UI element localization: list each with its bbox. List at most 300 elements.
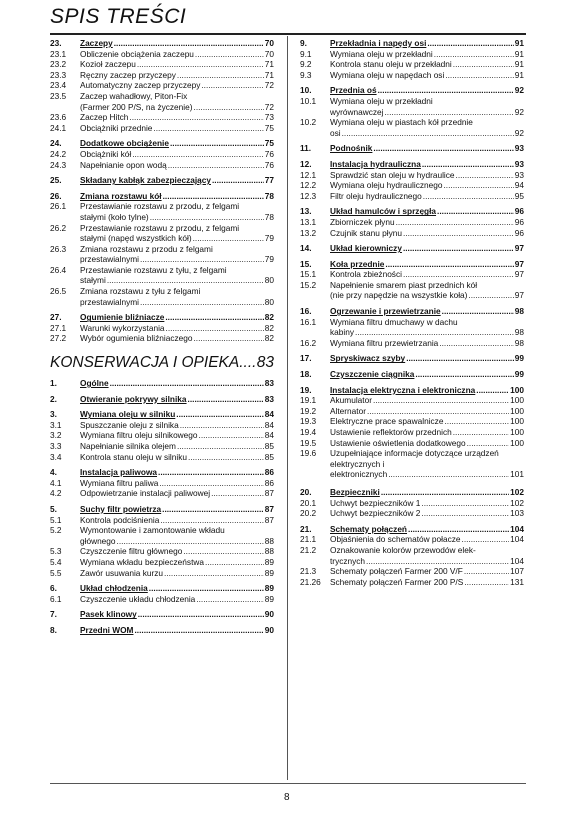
entry-body	[80, 430, 274, 441]
entry-page: 100	[510, 437, 524, 448]
entry-line	[330, 290, 524, 301]
entry-body	[80, 123, 274, 134]
toc-entry[interactable]	[300, 427, 524, 438]
entry-body	[80, 609, 274, 620]
entry-body	[330, 259, 524, 270]
entry-body	[80, 286, 274, 307]
toc-entry[interactable]	[300, 566, 524, 577]
toc-section-entry[interactable]	[50, 138, 274, 149]
entry-page: 86	[264, 477, 274, 488]
entry-title: (nie przy napędzie na wszystkie koła)	[330, 290, 468, 301]
entry-line	[80, 49, 274, 60]
entry-line	[330, 269, 524, 280]
toc-section-entry[interactable]	[300, 159, 524, 170]
entry-line	[330, 38, 524, 49]
entry-body	[80, 59, 274, 70]
entry-text-line: Wymiana oleju w piastach kół przednie	[330, 117, 473, 128]
toc-section-entry[interactable]	[300, 306, 524, 317]
entry-body	[330, 369, 524, 380]
entry-page: 86	[264, 467, 274, 478]
entry-number: 23.3	[50, 69, 67, 80]
toc-entry[interactable]	[50, 420, 274, 431]
entry-line	[330, 556, 524, 567]
entry-line	[80, 394, 274, 405]
entry-line	[330, 508, 524, 519]
entry-line	[330, 487, 524, 498]
toc-entry[interactable]	[300, 317, 524, 338]
entry-number: 19.6	[300, 448, 317, 459]
toc-entry[interactable]	[50, 223, 274, 244]
entry-title: Zaczepy	[80, 38, 113, 48]
entry-number: 10.2	[300, 117, 317, 128]
entry-number: 9.	[300, 38, 307, 48]
entry-page: 96	[514, 206, 524, 217]
leader-dots	[439, 338, 513, 349]
entry-number: 4.2	[50, 488, 62, 499]
entry-number: 26.3	[50, 243, 67, 254]
leader-dots	[205, 557, 264, 568]
leader-dots	[132, 149, 264, 160]
toc-entry[interactable]	[50, 286, 274, 307]
toc-entry[interactable]	[50, 123, 274, 134]
entry-line	[330, 416, 524, 427]
toc-section-entry[interactable]	[300, 38, 524, 49]
entry-page: 84	[264, 409, 274, 420]
toc-entry[interactable]	[300, 191, 524, 202]
toc-entry[interactable]	[300, 416, 524, 427]
entry-body	[80, 452, 274, 463]
entry-page: 83	[264, 393, 274, 404]
entry-line	[330, 170, 524, 181]
entry-title: Napełnianie opon wodą	[80, 159, 167, 170]
toc-entry[interactable]	[50, 160, 274, 171]
entry-title: Instalacja hydrauliczna	[330, 158, 421, 169]
entry-line	[330, 128, 524, 139]
leader-dots	[378, 85, 514, 96]
toc-entry[interactable]	[300, 180, 524, 191]
entry-page: 88	[264, 546, 274, 557]
entry-title: Kontrola stanu oleju w przekładni	[330, 59, 452, 70]
toc-entry[interactable]	[50, 594, 274, 605]
leader-dots	[150, 212, 264, 223]
toc-section-entry[interactable]	[300, 143, 524, 154]
entry-text-line: Wymiana oleju w przekładni	[330, 95, 433, 106]
toc-section-entry[interactable]	[300, 385, 524, 396]
footer-rule	[50, 783, 526, 784]
entry-line	[80, 625, 274, 636]
entry-page: 90	[264, 624, 274, 635]
toc-entry[interactable]	[50, 91, 274, 112]
leader-dots	[421, 508, 509, 519]
leader-dots	[177, 441, 264, 452]
entry-title: Zmiana rozstawu kół	[80, 190, 162, 201]
entry-page: 75	[264, 138, 274, 149]
entry-body	[330, 448, 524, 480]
entry-number: 3.	[50, 409, 57, 420]
entry-page: 92	[514, 106, 524, 117]
entry-line	[80, 546, 274, 557]
toc-entry[interactable]	[50, 265, 274, 286]
entry-page: 73	[264, 112, 274, 123]
toc-entry[interactable]	[50, 201, 274, 222]
entry-body	[330, 395, 524, 406]
leader-dots	[403, 243, 514, 254]
entry-body	[80, 333, 274, 344]
leader-dots	[162, 504, 264, 515]
leader-dots	[163, 191, 264, 202]
leader-dots	[134, 625, 263, 636]
entry-line	[80, 452, 274, 463]
toc-entry[interactable]	[300, 498, 524, 509]
entry-line	[330, 469, 524, 480]
entry-page: 99	[514, 369, 524, 380]
toc-section-entry[interactable]	[50, 467, 274, 478]
entry-page: 101	[510, 469, 524, 480]
entry-title: Wymiana oleju hydraulicznego	[330, 180, 443, 191]
entry-body	[330, 438, 524, 449]
entry-number: 24.2	[50, 148, 67, 159]
entry-title: Suchy filtr powietrza	[80, 503, 162, 514]
toc-section-entry[interactable]	[300, 243, 524, 254]
toc-entry[interactable]	[50, 430, 274, 441]
entry-number: 17.	[300, 353, 312, 364]
entry-number: 15.2	[300, 279, 317, 290]
toc-entry[interactable]	[300, 448, 524, 480]
entry-title: przestawialnymi	[80, 254, 140, 265]
leader-dots	[183, 546, 263, 557]
toc-entry[interactable]	[50, 557, 274, 568]
entry-title: Przednia oś	[330, 85, 377, 96]
entry-line	[330, 59, 524, 70]
toc-entry[interactable]	[300, 217, 524, 228]
entry-title: Alternator	[330, 405, 366, 416]
entry-page: 104	[510, 523, 524, 534]
toc-entry[interactable]	[50, 441, 274, 452]
entry-page: 72	[264, 80, 274, 91]
entry-title: głównego	[80, 535, 116, 546]
toc-entry[interactable]	[300, 406, 524, 417]
entry-title: trycznych	[330, 555, 366, 566]
entry-number: 21.26	[300, 576, 321, 587]
entry-number: 9.2	[300, 59, 312, 70]
toc-entry[interactable]	[50, 515, 274, 526]
toc-entry[interactable]	[50, 323, 274, 334]
entry-number: 20.	[300, 486, 312, 497]
entry-page: 97	[514, 290, 524, 301]
entry-number: 7.	[50, 609, 57, 620]
entry-page: 72	[264, 101, 274, 112]
entry-title: Składany kabłąk zabezpieczający	[80, 175, 211, 186]
entry-body	[330, 508, 524, 519]
entry-number: 14.	[300, 243, 312, 254]
toc-entry[interactable]	[300, 338, 524, 349]
leader-dots	[366, 556, 509, 567]
toc-entry[interactable]	[300, 545, 524, 566]
entry-title: Układ kierowniczy	[330, 243, 402, 254]
entry-number: 8.	[50, 624, 57, 635]
toc-entry[interactable]	[50, 244, 274, 265]
entry-number: 26.1	[50, 201, 67, 212]
entry-body	[330, 96, 524, 117]
entry-number: 3.4	[50, 451, 62, 462]
entry-page: 93	[514, 143, 524, 154]
toc-section-entry[interactable]	[300, 206, 524, 217]
toc-section-entry[interactable]	[300, 487, 524, 498]
toc-section-entry[interactable]	[300, 524, 524, 535]
entry-title: Ogumienie bliźniacze	[80, 312, 165, 323]
leader-dots	[384, 107, 513, 118]
toc-section-entry[interactable]	[50, 191, 274, 202]
toc-section-entry[interactable]	[50, 504, 274, 515]
entry-body	[80, 504, 274, 515]
entry-line	[80, 441, 274, 452]
entry-title: kabiny	[330, 327, 354, 338]
toc-entry[interactable]	[50, 59, 274, 70]
entry-title: Układ hamulców i sprzęgła	[330, 206, 437, 217]
toc-section-entry[interactable]	[300, 85, 524, 96]
toc-entry[interactable]	[50, 478, 274, 489]
toc-section-entry[interactable]	[50, 175, 274, 186]
entry-number: 15.1	[300, 269, 317, 280]
entry-number: 5.	[50, 503, 57, 514]
entry-title: Ogólne	[80, 378, 109, 389]
toc-entry[interactable]	[300, 228, 524, 239]
entry-number: 3.1	[50, 419, 62, 430]
entry-number: 27.1	[50, 322, 67, 333]
entry-body	[80, 38, 274, 49]
entry-body	[80, 149, 274, 160]
toc-section-entry[interactable]	[300, 353, 524, 364]
entry-body	[80, 91, 274, 112]
entry-line	[80, 38, 274, 49]
entry-line	[80, 536, 274, 547]
toc-entry[interactable]	[300, 49, 524, 60]
entry-line	[80, 409, 274, 420]
entry-title: Wymiana filtru przewietrzania	[330, 337, 439, 348]
leader-dots	[423, 191, 514, 202]
entry-number: 23.6	[50, 112, 67, 123]
toc-entry[interactable]	[300, 577, 524, 588]
toc-section-entry[interactable]	[50, 409, 274, 420]
toc-entry[interactable]	[300, 395, 524, 406]
entry-line	[330, 85, 524, 96]
entry-text-line: Zmiana rozstawu z przodu z felgami	[80, 243, 213, 254]
entry-body	[80, 323, 274, 334]
entry-title: Zaczep Hitch	[80, 112, 129, 123]
toc-entry[interactable]	[50, 333, 274, 344]
entry-line	[80, 102, 274, 113]
entry-line	[80, 557, 274, 568]
entry-page: 85	[264, 451, 274, 462]
entry-number: 5.5	[50, 567, 62, 578]
entry-body	[330, 406, 524, 417]
entry-body	[80, 138, 274, 149]
entry-line	[330, 70, 524, 81]
entry-page: 91	[514, 59, 524, 70]
entry-line	[330, 107, 524, 118]
entry-number: 21.	[300, 523, 312, 534]
entry-line	[80, 333, 274, 344]
toc-entry[interactable]	[300, 534, 524, 545]
leader-dots	[199, 430, 264, 441]
entry-line	[330, 566, 524, 577]
page-title: SPIS TREŚCI	[50, 5, 187, 28]
entry-title: Sprawdzić stan oleju w hydraulice	[330, 169, 455, 180]
toc-entry[interactable]	[50, 149, 274, 160]
entry-title: Czyszczenie filtru głównego	[80, 546, 183, 557]
entry-page: 84	[264, 430, 274, 441]
entry-page: 70	[264, 48, 274, 59]
title-rule	[50, 33, 526, 35]
entry-line	[330, 577, 524, 588]
toc-section-entry[interactable]	[50, 38, 274, 49]
toc-section-entry[interactable]	[50, 394, 274, 405]
entry-text-line: Napełnienie smarem piast przednich kół	[330, 279, 478, 290]
entry-page: 98	[514, 337, 524, 348]
entry-body	[330, 59, 524, 70]
toc-entry[interactable]	[50, 112, 274, 123]
entry-page: 131	[510, 576, 524, 587]
entry-page: 102	[510, 497, 524, 508]
entry-line	[80, 138, 274, 149]
entry-line	[330, 228, 524, 239]
entry-title: Schematy połączeń	[330, 523, 408, 534]
entry-line	[80, 275, 274, 286]
entry-title: Wymiana filtru oleju silnikowego	[80, 430, 198, 441]
leader-dots	[381, 487, 509, 498]
entry-page: 79	[264, 233, 274, 244]
toc-entry[interactable]	[50, 70, 274, 81]
toc-entry[interactable]	[300, 438, 524, 449]
toc-section-entry[interactable]	[50, 312, 274, 323]
entry-line	[330, 327, 524, 338]
entry-page: 80	[264, 296, 274, 307]
toc-section-entry[interactable]	[50, 583, 274, 594]
entry-body	[80, 201, 274, 222]
entry-body	[80, 583, 274, 594]
entry-number: 26.	[50, 190, 62, 201]
entry-line	[330, 438, 524, 449]
entry-title: Instalacja elektryczna i elektroniczna	[330, 384, 476, 395]
leader-dots	[117, 536, 264, 547]
toc-entry[interactable]	[50, 568, 274, 579]
entry-page: 78	[264, 211, 274, 222]
leader-dots	[403, 228, 514, 239]
section-heading-title: KONSERWACJA I OPIEKA	[50, 354, 240, 372]
toc-entry[interactable]	[300, 59, 524, 70]
entry-number: 23.2	[50, 59, 67, 70]
toc-entry[interactable]	[50, 80, 274, 91]
entry-title: Ustawienie oświetlenia dodatkowego	[330, 437, 466, 448]
leader-dots	[422, 159, 514, 170]
toc-section-entry[interactable]	[50, 625, 274, 636]
entry-title: stałymi (koło tylne)	[80, 211, 149, 222]
entry-number: 19.1	[300, 395, 317, 406]
section-heading	[50, 354, 274, 372]
leader-dots	[443, 180, 513, 191]
toc-section-entry[interactable]	[50, 378, 274, 389]
entry-number: 1.	[50, 378, 57, 389]
toc-entry[interactable]	[300, 170, 524, 181]
entry-number: 9.3	[300, 69, 312, 80]
entry-title: Wymiana oleju w przekładni	[330, 48, 433, 59]
entry-number: 19.5	[300, 437, 317, 448]
toc-section-entry[interactable]	[300, 259, 524, 270]
entry-body	[330, 206, 524, 217]
entry-number: 21.1	[300, 534, 317, 545]
entry-body	[330, 170, 524, 181]
entry-line	[80, 212, 274, 223]
entry-page: 100	[510, 384, 524, 395]
toc-section-entry[interactable]	[50, 609, 274, 620]
entry-title: Zawór usuwania kurzu	[80, 567, 164, 578]
leader-dots	[166, 323, 264, 334]
leader-dots	[140, 254, 264, 265]
toc-entry[interactable]	[50, 49, 274, 60]
entry-body	[330, 70, 524, 81]
entry-title: stałymi	[80, 275, 106, 286]
entry-body	[80, 112, 274, 123]
entry-line	[80, 297, 274, 308]
entry-title: Uchwyt bezpieczników 1	[330, 497, 421, 508]
entry-page: 93	[514, 169, 524, 180]
entry-number: 4.	[50, 467, 57, 478]
entry-text-line: Zaczep wahadłowy, Piton-Fix	[80, 90, 188, 101]
leader-dots	[164, 568, 264, 579]
leader-dots	[406, 353, 514, 364]
toc-entry[interactable]	[50, 452, 274, 463]
entry-body	[80, 70, 274, 81]
toc-right-column	[300, 38, 524, 587]
toc-entry[interactable]	[300, 269, 524, 280]
entry-body	[330, 280, 524, 301]
entry-page: 99	[514, 353, 524, 364]
toc-entry[interactable]	[50, 546, 274, 557]
toc-section-entry[interactable]	[300, 369, 524, 380]
entry-line	[80, 594, 274, 605]
toc-entry[interactable]	[300, 96, 524, 117]
leader-dots	[464, 577, 509, 588]
leader-dots	[107, 275, 264, 286]
entry-text-line: Oznakowanie kolorów przewodów elek-	[330, 544, 476, 555]
leader-dots	[137, 59, 264, 70]
entry-number: 18.	[300, 369, 312, 380]
entry-text-line: Wymiana filtru dmuchawy w dachu	[330, 316, 458, 327]
entry-page: 76	[264, 148, 274, 159]
leader-dots	[453, 59, 514, 70]
entry-line	[330, 406, 524, 417]
entry-body	[80, 394, 274, 405]
entry-body	[330, 427, 524, 438]
toc-entry[interactable]	[300, 508, 524, 519]
leader-dots	[138, 609, 264, 620]
entry-number: 26.4	[50, 264, 67, 275]
leader-dots	[421, 498, 509, 509]
toc-entry[interactable]	[50, 488, 274, 499]
entry-number: 21.2	[300, 544, 317, 555]
entry-body	[80, 568, 274, 579]
toc-entry[interactable]	[300, 117, 524, 138]
entry-number: 24.1	[50, 122, 67, 133]
entry-number: 12.3	[300, 190, 317, 201]
entry-body	[80, 409, 274, 420]
entry-body	[330, 566, 524, 577]
entry-line	[330, 498, 524, 509]
toc-entry[interactable]	[50, 525, 274, 546]
toc-entry[interactable]	[300, 280, 524, 301]
toc-entry[interactable]	[300, 70, 524, 81]
entry-body	[330, 49, 524, 60]
